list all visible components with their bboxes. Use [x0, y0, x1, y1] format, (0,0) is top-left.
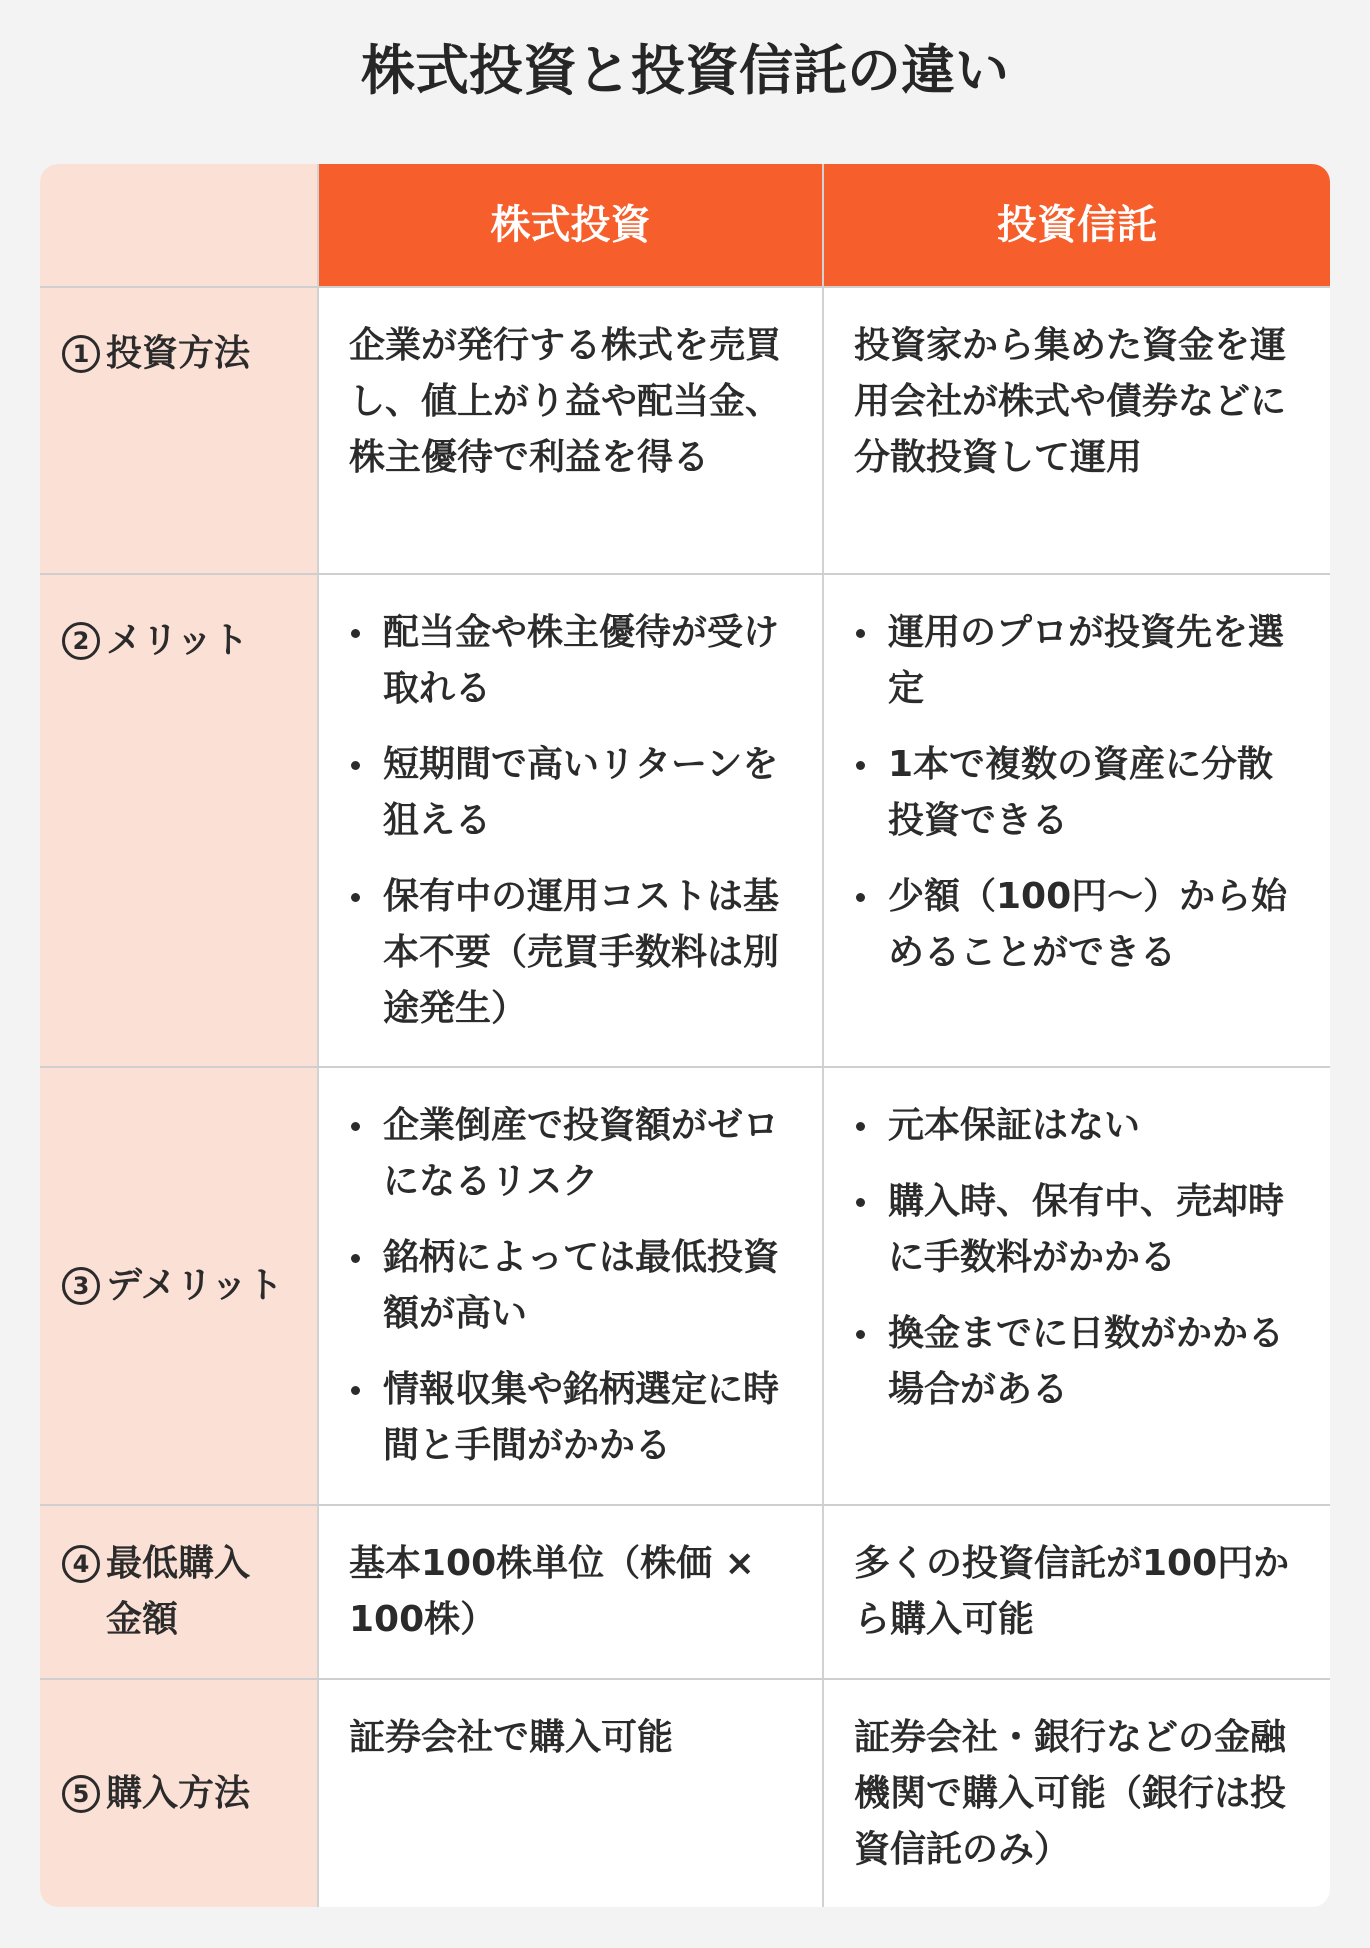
- page-title: 株式投資と投資信託の違い: [361, 39, 1009, 102]
- fund-cell: [822, 575, 1330, 1066]
- comparison-table: [40, 164, 1330, 1907]
- list-item: 元本保証はない: [854, 1098, 1308, 1154]
- table-row: [40, 286, 1330, 573]
- fund-cell: 投資家から集めた資金を運用会社が株式や債券などに分散投資して運用: [822, 288, 1330, 573]
- list-item: 保有中の運用コストは基本不要（売買手数料は別途発生）: [349, 869, 800, 1037]
- table-row: [40, 1504, 1330, 1678]
- stock-cell: 証券会社で購入可能: [317, 1680, 822, 1907]
- fund-cell: [822, 1068, 1330, 1504]
- list-item: 1本で複数の資産に分散投資できる: [854, 737, 1308, 849]
- row-label-text: 購入方法: [106, 1772, 251, 1814]
- table-row: [40, 573, 1330, 1066]
- circled-number: 1: [62, 335, 100, 373]
- row-label: [40, 1680, 317, 1907]
- row-label: [40, 575, 317, 1066]
- stock-cell: 企業が発行する株式を売買し、値上がり益や配当金、株主優待で利益を得る: [317, 288, 822, 573]
- table-row: [40, 1066, 1330, 1504]
- row-label-text: 投資方法: [106, 333, 251, 374]
- fund-cell: 証券会社・銀行などの金融機関で購入可能（銀行は投資信託のみ）: [822, 1680, 1330, 1907]
- list-item: 運用のプロが投資先を選定: [854, 605, 1308, 717]
- list-item: 少額（100円〜）から始めることができる: [854, 869, 1308, 981]
- list-item: 配当金や株主優待が受け取れる: [349, 605, 800, 717]
- circled-number: 4: [62, 1545, 100, 1583]
- row-label-text: メリット: [106, 620, 249, 661]
- fund-cell: 多くの投資信託が100円から購入可能: [822, 1506, 1330, 1678]
- row-label: [40, 1506, 317, 1678]
- list-item: 換金までに日数がかかる場合がある: [854, 1306, 1308, 1418]
- header-stock: 株式投資: [317, 164, 822, 286]
- row-label-text: デメリット: [106, 1265, 284, 1306]
- header-fund: 投資信託: [822, 164, 1330, 286]
- stock-cell: [317, 575, 822, 1066]
- circled-number: 2: [62, 622, 100, 660]
- circled-number: 5: [62, 1775, 100, 1813]
- list-item: 銘柄によっては最低投資額が高い: [349, 1230, 800, 1342]
- list-item: 短期間で高いリターンを狙える: [349, 737, 800, 849]
- header-empty-cell: [40, 164, 317, 286]
- stock-cell: [317, 1068, 822, 1504]
- table-row: [40, 1678, 1330, 1907]
- stock-cell: 基本100株単位（株価 × 100株）: [317, 1506, 822, 1678]
- table-header: [40, 164, 1330, 286]
- row-label: [40, 288, 317, 573]
- row-label-text: 最低購入金額: [106, 1543, 251, 1640]
- list-item: 企業倒産で投資額がゼロになるリスク: [349, 1098, 800, 1210]
- list-item: 購入時、保有中、売却時に手数料がかかる: [854, 1174, 1308, 1286]
- row-label: [40, 1068, 317, 1504]
- list-item: 情報収集や銘柄選定に時間と手間がかかる: [349, 1362, 800, 1474]
- circled-number: 3: [62, 1267, 100, 1305]
